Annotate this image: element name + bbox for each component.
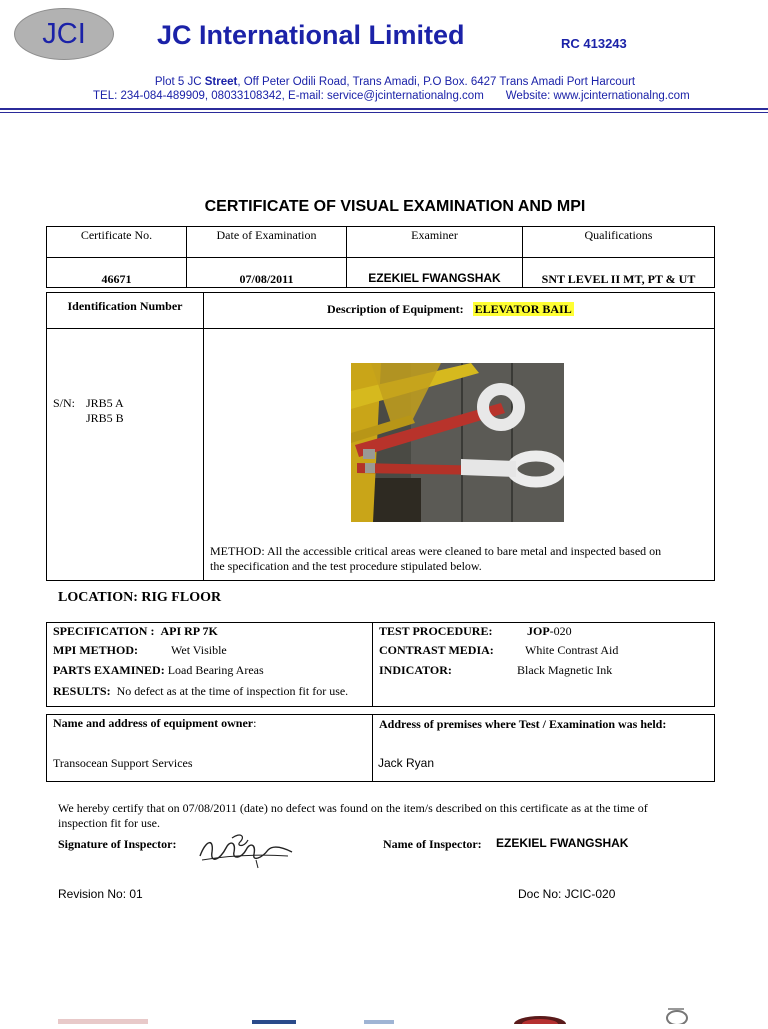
header-examiner: Examiner bbox=[411, 228, 458, 242]
test-info-table bbox=[46, 622, 715, 707]
equipment-description-value: ELEVATOR BAIL bbox=[474, 302, 572, 316]
inspection-location: LOCATION: RIG FLOOR bbox=[58, 590, 222, 605]
equipment-owner-label: Name and address of equipment owner: bbox=[53, 716, 257, 730]
equipment-description bbox=[327, 302, 574, 317]
premises-value: Jack Ryan bbox=[378, 756, 435, 770]
accreditation-logos bbox=[0, 1008, 768, 1024]
identification-number-label: Identification Number bbox=[67, 299, 183, 313]
examination-date: 07/08/2011 bbox=[239, 272, 294, 286]
company-logo-text: JCI bbox=[42, 18, 86, 50]
company-address: Plot 5 JC Street, Off Peter Odili Road, Trans Amadi, P.O Box. 6427 Trans Amadi Port Harcourt bbox=[154, 76, 636, 88]
mpi-method-label: MPI METHOD: bbox=[53, 643, 138, 657]
indicator-label: INDICATOR: bbox=[379, 663, 452, 677]
elevator-bail-photo bbox=[351, 363, 564, 522]
test-procedure-label: TEST PROCEDURE: bbox=[379, 624, 493, 638]
header-qualifications: Qualifications bbox=[584, 228, 653, 242]
certificate-details-table bbox=[46, 226, 715, 288]
contrast-media-label: CONTRAST MEDIA: bbox=[379, 643, 494, 657]
inspector-signature bbox=[196, 830, 296, 870]
company-name: JC International Limited bbox=[157, 20, 465, 50]
results-row: RESULTS: No defect as at the time of inspection fit for use. bbox=[53, 684, 349, 698]
serial-number-2: JRB5 B bbox=[86, 411, 124, 425]
certificate-title: CERTIFICATE OF VISUAL EXAMINATION AND MPI bbox=[204, 198, 586, 215]
owner-premises-table bbox=[46, 714, 715, 782]
header-certificate-no: Certificate No. bbox=[80, 228, 153, 242]
rc-number: RC 413243 bbox=[561, 36, 627, 51]
indicator-value: Black Magnetic Ink bbox=[517, 663, 613, 677]
certification-statement-line-1: We hereby certify that on 07/08/2011 (date) no defect was found on the item/s described on this certificate as at the time of bbox=[58, 801, 648, 815]
header-divider-thin bbox=[0, 112, 768, 113]
serial-number-1: JRB5 A bbox=[86, 396, 124, 410]
header-divider bbox=[0, 108, 768, 110]
premises-label: Address of premises where Test / Examination was held: bbox=[379, 717, 667, 731]
certification-statement-line-2: inspection fit for use. bbox=[58, 816, 160, 830]
equipment-description-label: Description of Equipment: bbox=[327, 302, 464, 316]
contrast-media-value: White Contrast Aid bbox=[525, 643, 619, 657]
parts-examined-row: PARTS EXAMINED: Load Bearing Areas bbox=[53, 663, 264, 677]
examiner-qualifications: SNT LEVEL II MT, PT & UT bbox=[541, 272, 696, 286]
revision-number: Revision No: 01 bbox=[58, 887, 143, 901]
inspector-name: EZEKIEL FWANGSHAK bbox=[496, 836, 629, 850]
equipment-owner-value: Transocean Support Services bbox=[53, 756, 193, 770]
mpi-method-value: Wet Visible bbox=[171, 643, 227, 657]
examiner-name: EZEKIEL FWANGSHAK bbox=[368, 271, 501, 285]
contact-website: Website: www.jcinternationalng.com bbox=[505, 90, 690, 102]
signature-label: Signature of Inspector: bbox=[58, 837, 177, 851]
contact-phone-email: TEL: 234-084-489909, 08033108342, E-mail: service@jcinternationalng.com bbox=[93, 90, 484, 102]
header-date-of-examination: Date of Examination bbox=[216, 228, 317, 242]
test-procedure-value: JOP-020 bbox=[527, 624, 572, 638]
document-number: Doc No: JCIC-020 bbox=[518, 887, 616, 901]
certificate-number: 46671 bbox=[101, 272, 132, 286]
inspector-name-label: Name of Inspector: bbox=[383, 837, 482, 851]
method-line-1: METHOD: All the accessible critical areas were cleaned to bare metal and inspected based on bbox=[210, 544, 662, 558]
company-contact bbox=[93, 90, 690, 102]
specification-row: SPECIFICATION : API RP 7K bbox=[53, 624, 218, 638]
serial-number-label: S/N: bbox=[53, 396, 76, 410]
method-line-2: the specification and the test procedure stipulated below. bbox=[210, 559, 482, 573]
